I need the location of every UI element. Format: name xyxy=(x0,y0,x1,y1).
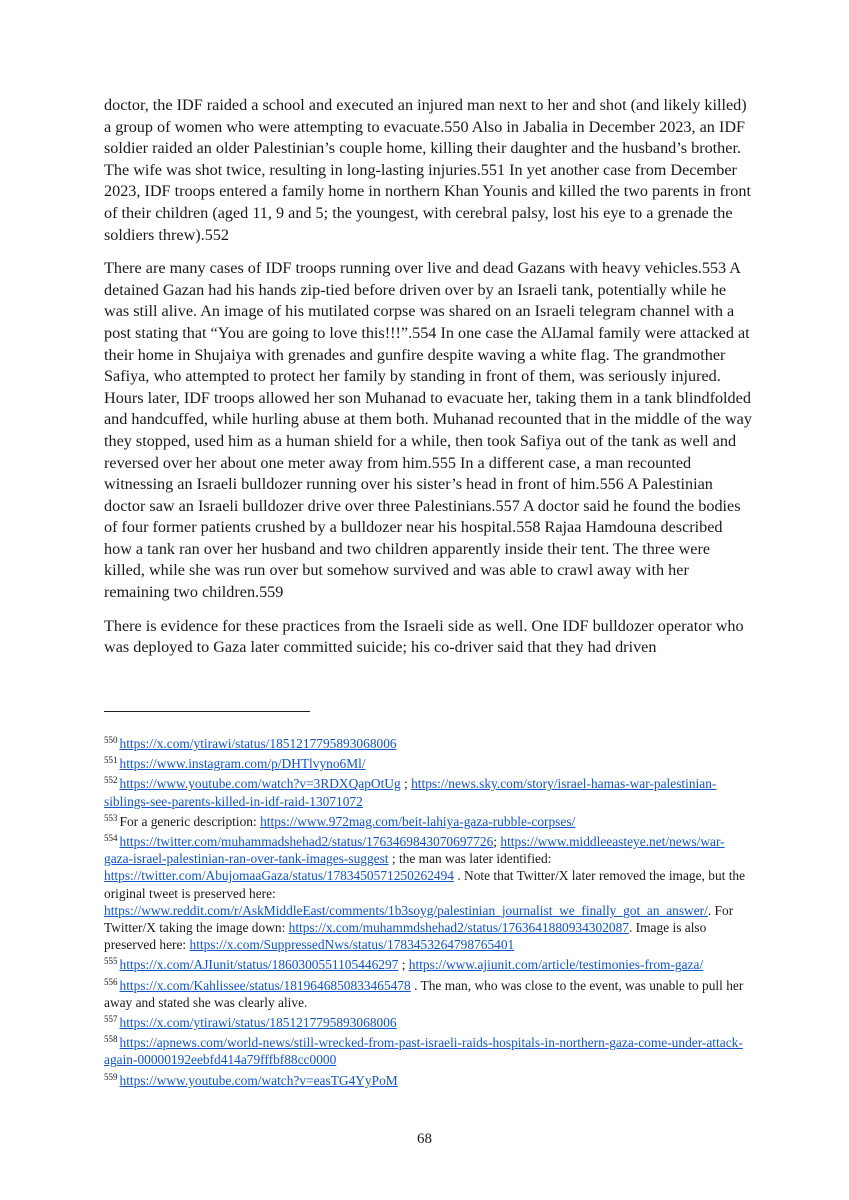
footnote-link[interactable]: https://x.com/muhammdshehad2/status/1763641880934302087 xyxy=(288,920,629,936)
footnote-text: ; the man was later identified: xyxy=(388,851,552,867)
footnote-556 xyxy=(104,974,752,1011)
footnote-number: 554 xyxy=(104,833,118,844)
footnote-554 xyxy=(104,830,752,953)
footnote-link[interactable]: https://x.com/ytirawi/status/1851217795893068006 xyxy=(119,736,397,751)
footnote-link[interactable]: https://twitter.com/AbujomaaGaza/status/1783450571250262494 xyxy=(104,868,454,884)
page-number: 68 xyxy=(417,1131,432,1147)
footnote-link[interactable]: https://www.reddit.com/r/AskMiddleEast/comments/1b3soyg/palestinian_journalist_we_finally_got_an_answer/ xyxy=(104,902,708,918)
footnote-number: 550 xyxy=(104,735,118,745)
footnote-link[interactable]: https://twitter.com/muhammadshehad2/status/1763469843070697726 xyxy=(119,834,494,850)
footnote-553 xyxy=(104,810,752,830)
footnote-separator xyxy=(104,711,310,712)
footnote-number: 551 xyxy=(104,755,118,766)
footnote-text: ; xyxy=(400,776,412,792)
paragraph: There is evidence for these practices from the Israeli side as well. One IDF bulldozer operator who was deployed to Gaza later committed suicide; his co-driver said that they had driven xyxy=(104,616,744,657)
footnote-link[interactable]: https://www.middleeasteye.net/news/war-gaza-israel-palestinian-ran-over-tank-images-suggest xyxy=(104,834,725,867)
footnote-550 xyxy=(104,732,752,752)
footnote-link[interactable]: https://x.com/SuppressedNws/status/1783453264798765401 xyxy=(189,937,515,953)
footnote-number: 556 xyxy=(104,976,118,987)
footnote-link[interactable]: https://x.com/ytirawi/status/1851217795893068006 xyxy=(119,1015,397,1031)
footnote-link[interactable]: https://www.youtube.com/watch?v=easTG4YyPoM xyxy=(119,1072,398,1088)
footnote-number: 559 xyxy=(104,1071,118,1082)
footnote-link[interactable]: https://www.972mag.com/beit-lahiya-gaza-rubble-corpses/ xyxy=(260,813,576,829)
footnote-558 xyxy=(104,1031,752,1068)
footnote-557 xyxy=(104,1011,752,1031)
paragraph: doctor, the IDF raided a school and executed an injured man next to her and shot (and likely killed) a group of women who were attempting to evacuate.550 Also in Jabalia in December 2023, an IDF soldier raided an older Palestinian’s couple home, killing their daughter and the husband’s brother. The wife was shot twice, resulting in long-lasting injuries.551 In yet another case from December 2023, IDF troops entered a family home in northern Khan Younis and killed the two parents in front of their children (aged 11, 9 and 5; the youngest, with cerebral palsy, lost his eye to a grenade the soldiers threw).552 xyxy=(104,96,751,244)
footnote-link[interactable]: https://x.com/Kahlissee/status/1819646850833465478 xyxy=(119,977,411,993)
footnote-number: 558 xyxy=(104,1034,118,1045)
footnote-559 xyxy=(104,1069,752,1089)
footnote-number: 552 xyxy=(104,775,118,786)
footnote-text: ; xyxy=(398,957,409,973)
footnote-link[interactable]: https://news.sky.com/story/israel-hamas-war-palestinian-siblings-see-parents-killed-in-idf-raid-13071072 xyxy=(104,776,717,809)
footnote-link[interactable]: https://www.ajiunit.com/article/testimonies-from-gaza/ xyxy=(408,957,704,973)
footnote-551 xyxy=(104,752,752,772)
footnote-text: . Image is also preserved here: xyxy=(104,920,707,953)
footnote-number: 557 xyxy=(104,1014,118,1025)
footnotes xyxy=(104,732,752,1089)
footnote-text: . The man, who was close to the event, was unable to pull her away and stated she was clearly alive. xyxy=(104,977,744,1010)
footnote-text: For a generic description: xyxy=(119,813,261,829)
footnote-number: 553 xyxy=(104,812,118,823)
paragraph: There are many cases of IDF troops running over live and dead Gazans with heavy vehicles.553 A detained Gazan had his hands zip-tied before driven over by an Israeli tank, potentially while he was still alive. An image of his mutilated corpse was shared on an Israeli telegram channel with a post stating that “You are going to love this!!!”.554 In one case the AlJamal family were attacked at their home in Shujaiya with grenades and gunfire despite waving a white flag. The grandmother Safiya, who attempted to protect her family by standing in front of them, was seriously injured. Hours later, IDF troops allowed her son Muhanad to evacuate her, taking them in a tank blindfolded and handcuffed, while hurling abuse at them both. Muhanad recounted that in the middle of the way they stopped, used him as a human shield for a while, then took Safiya out of the tank as well and reversed over her about one meter away from him.555 In a different case, a man recounted witnessing an Israeli bulldozer running over his sister’s head in front of him.556 A Palestinian doctor saw an Israeli bulldozer drive over three Palestinians.557 A doctor said he found the bodies of four former patients crushed by a bulldozer near his hospital.558 Rajaa Hamdouna described how a tank ran over her husband and two children apparently inside their tent. The three were killed, while she was run over but somehow survived and was able to crawl away with her remaining two children.559 xyxy=(104,259,752,602)
footnote-link[interactable]: https://www.youtube.com/watch?v=3RDXQapOtUg xyxy=(119,776,401,792)
footnote-text: . Note that Twitter/X later removed the image, but the original tweet is preserved here: xyxy=(104,868,746,901)
footnote-552 xyxy=(104,772,752,809)
footnote-text: ; xyxy=(493,834,501,850)
footnote-555 xyxy=(104,953,752,973)
body-text xyxy=(104,95,752,671)
footnote-link[interactable]: https://x.com/AJIunit/status/1860300551105446297 xyxy=(119,957,399,973)
footnote-link[interactable]: https://apnews.com/world-news/still-wrecked-from-past-israeli-raids-hospitals-in-northern-gaza-come-under-attack-again-00000192eebfd414a79fffbf88cc0000 xyxy=(104,1035,743,1068)
footnote-text: . For Twitter/X taking the image down: xyxy=(104,902,734,936)
footnote-number: 555 xyxy=(104,956,118,967)
footnote-link[interactable]: https://www.instagram.com/p/DHTlvyno6Ml/ xyxy=(119,756,366,772)
